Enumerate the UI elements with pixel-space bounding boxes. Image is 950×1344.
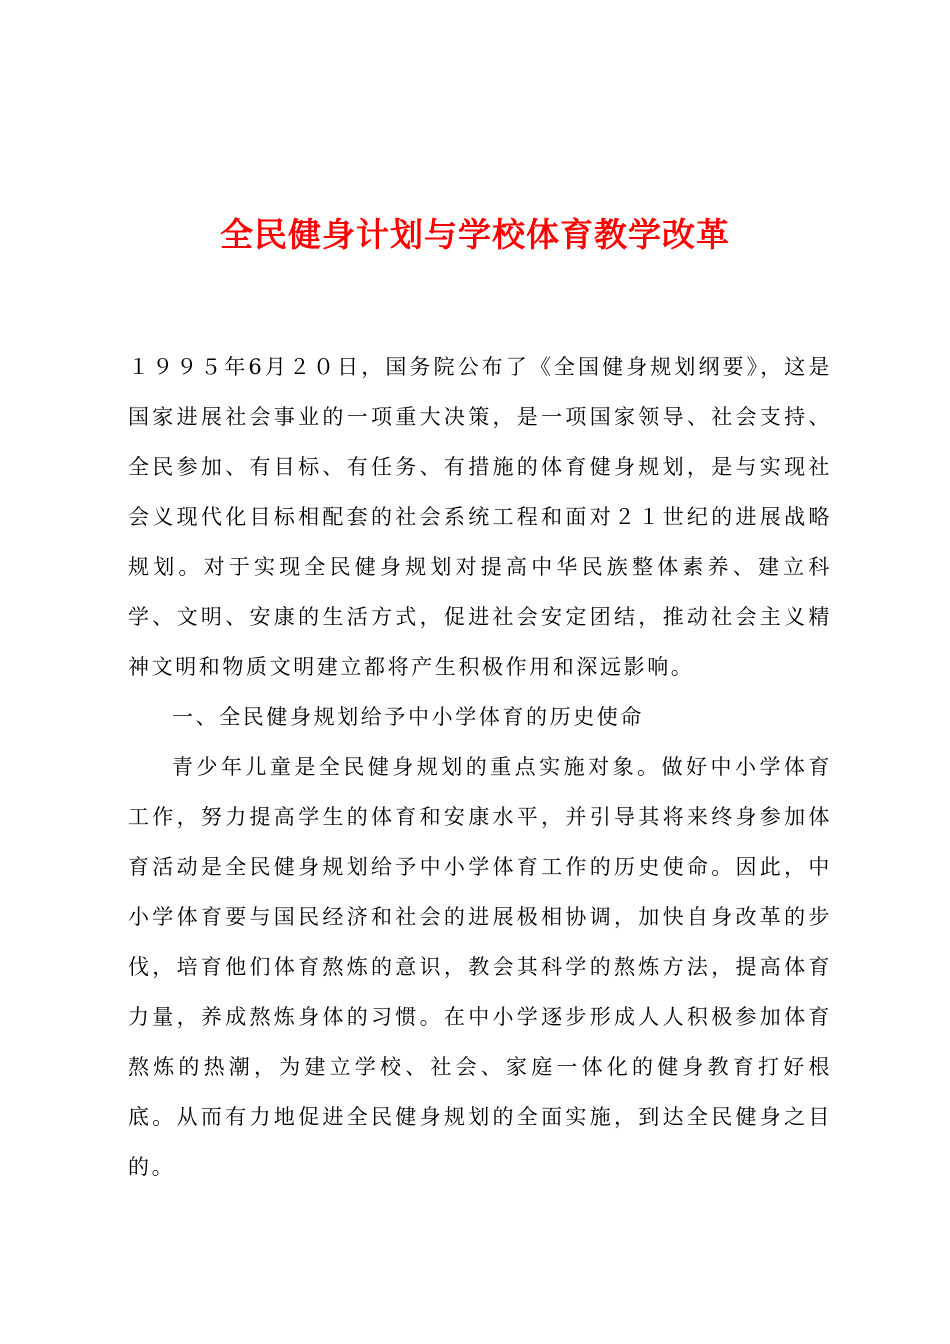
document-title: 全民健身计划与学校体育教学改革 xyxy=(220,215,730,254)
section-heading: 一、全民健身规划给予中小学体育的历史使命 xyxy=(172,705,644,729)
paragraph-section-one: 青少年儿童是全民健身规划的重点实施对象。做好中小学体育工作，努力提高学生的体育和安康水平，并引导其将来终身参加体育活动是全民健身规划给予中小学体育工作的历史使命。因此，中小学体育要与国民经济和社会的进展极相协调，加快自身改革的步伐，培育他们体育熬炼的意识，教会其科学的熬炼方法，提高体育力量，养成熬炼身体的习惯。在中小学逐步形成人人积极参加体育熬炼的热潮，为建立学校、社会、家庭一体化的健身教育打好根底。从而有力地促进全民健身规划的全面实施，到达全民健身之目的。 xyxy=(128,755,832,1179)
document-body xyxy=(128,342,832,1192)
paragraph-intro: １９９５年6月２０日，国务院公布了《全国健身规划纲要》，这是国家进展社会事业的一项重大决策，是一项国家领导、社会支持、全民参加、有目标、有任务、有措施的体育健身规划，是与实现社会义现代化目标相配套的社会系统工程和面对２１世纪的进展战略规划。对于实现全民健身规划对提高中华民族整体素养、建立科学、文明、安康的生活方式，促进社会安定团结，推动社会主义精神文明和物质文明建立都将产生积极作用和深远影响。 xyxy=(128,355,832,679)
